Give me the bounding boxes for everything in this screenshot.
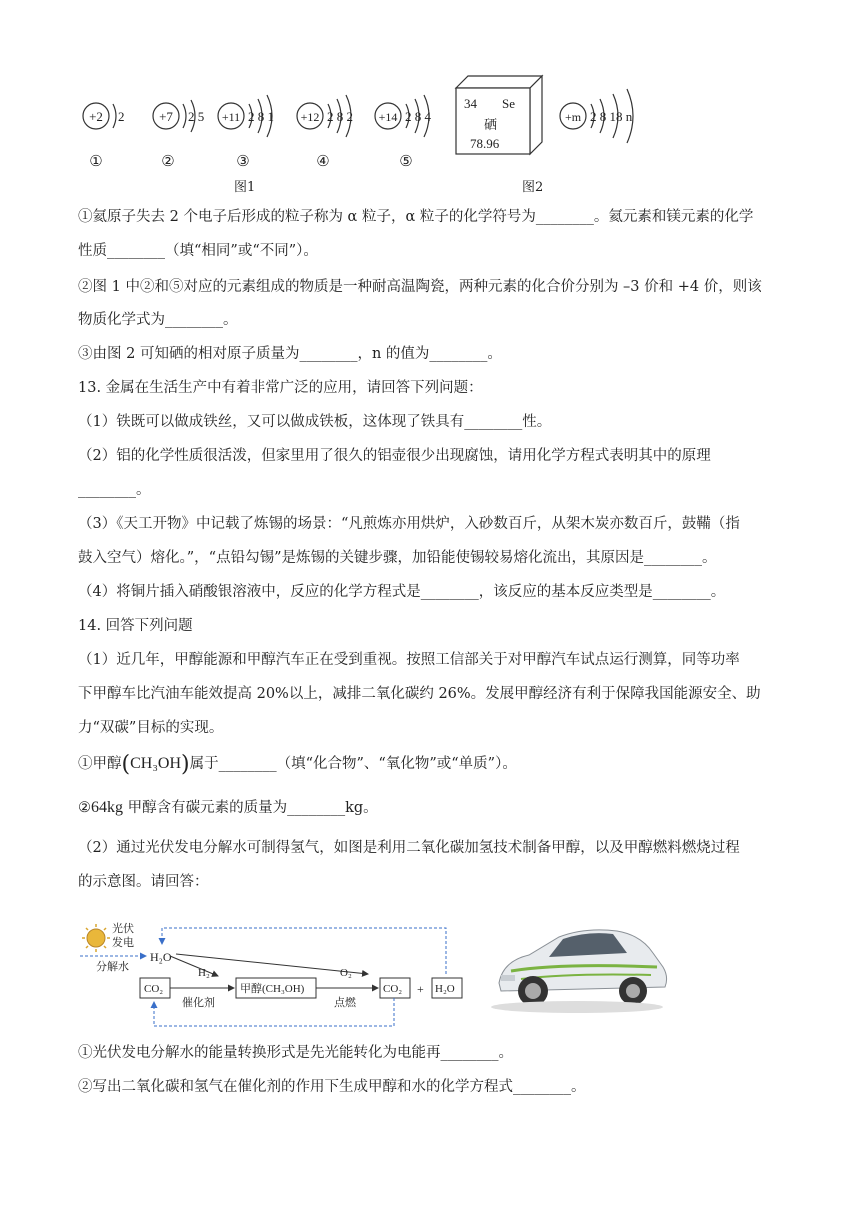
methanol-formula: CH₃OH xyxy=(130,755,182,772)
co2-left-box: CO₂ xyxy=(144,983,164,995)
q14-part-1-cont: 下甲醇车比汽油车能效提高 20%以上，减排二氧化碳约 26%。发展甲醇经济有利于保障我国能源安全、助 xyxy=(78,686,761,702)
figure-2-caption: 图2 xyxy=(522,180,544,195)
figure-2-selenium xyxy=(450,74,660,156)
methanol-process-diagram xyxy=(78,914,468,1032)
q14-1b xyxy=(78,798,378,818)
ignite-label: 点燃 xyxy=(334,997,356,1009)
q14-part-2: （2）通过光伏发电分解水可制得氢气，如图是利用二氧化碳加氢技术制备甲醇，以及甲醇燃料燃烧过程 xyxy=(78,840,740,856)
question-14-heading: 14. 回答下列问题 xyxy=(78,618,193,634)
catalyst-label: 催化剂 xyxy=(182,997,215,1009)
atom-4-core: +12 xyxy=(300,110,320,124)
question-13-heading: 13. 金属在生活生产中有着非常广泛的应用，请回答下列问题： xyxy=(78,380,483,396)
q13-part-4: （4）将铜片插入硝酸银溶液中，反应的化学方程式是________，该反应的基本反应类型是________。 xyxy=(78,584,726,600)
ion-shells: 2 8 18 n xyxy=(590,109,633,124)
methanol-box: 甲醇(CH₃OH) xyxy=(240,983,305,995)
atom-2-core: +7 xyxy=(159,109,173,124)
q14-2b: ②写出二氧化碳和氢气在催化剂的作用下生成甲醇和水的化学方程式________。 xyxy=(78,1079,586,1095)
selenium-name: 硒 xyxy=(484,117,498,132)
sun-label-2: 发电 xyxy=(112,937,134,949)
figure-1-atom-diagrams xyxy=(78,88,448,168)
h2o-right-box: H₂O xyxy=(435,983,455,995)
sun-icon xyxy=(82,924,110,952)
text-line-4: 物质化学式为________。 xyxy=(78,312,238,328)
text-line-5: ③由图 2 可知硒的相对原子质量为________，n 的值为________。 xyxy=(78,346,502,362)
h2-label: H₂ xyxy=(198,967,210,979)
plus-sign: + xyxy=(417,982,424,996)
split-water-label: 分解水 xyxy=(96,961,129,973)
atom-5-label: ⑤ xyxy=(399,154,413,168)
o2-label: O₂ xyxy=(340,967,352,979)
selenium-mass: 78.96 xyxy=(470,136,500,151)
q14-part-1: （1）近几年，甲醇能源和甲醇汽车正在受到重视。按照工信部关于对甲醇汽车试点运行测算，同等功率 xyxy=(78,652,740,668)
q13-part-3-cont: 鼓入空气）熔化。”，“点铅勾锡”是炼锡的关键步骤，加铅能使锡较易熔化流出，其原因是________。 xyxy=(78,550,717,566)
q13-part-2-cont: ________。 xyxy=(78,482,151,498)
atom-3-core: +11 xyxy=(221,110,241,124)
atom-2-label: ② xyxy=(161,154,175,168)
atom-3-label: ③ xyxy=(236,154,250,168)
q14-1b-post: 甲醇含有碳元素的质量为________kg。 xyxy=(123,800,378,816)
atom-1-core: +2 xyxy=(89,109,103,124)
ion-core: +m xyxy=(564,110,582,124)
sun-label-1: 光伏 xyxy=(112,923,134,935)
atom-5-core: +14 xyxy=(378,110,398,124)
atom-1-label: ① xyxy=(89,154,103,168)
selenium-symbol: Se xyxy=(502,96,515,111)
atom-2-shells: 2 5 xyxy=(188,109,205,124)
atom-1-shells: 2 xyxy=(118,109,125,124)
q13-part-3: （3）《天工开物》中记载了炼锡的场景：“凡煎炼亦用烘炉，入砂数百斤，从架木炭亦数百斤，鼓鞴（指 xyxy=(78,516,740,532)
selenium-number: 34 xyxy=(464,96,477,111)
q14-part-1-cont2: 力“双碳”目标的实现。 xyxy=(78,720,224,736)
h2o-top: H₂O xyxy=(150,950,172,964)
q14-1a: ①甲醇(CH₃OH)属于________（填“化合物”、“氧化物”或“单质”）。 xyxy=(78,752,517,777)
q13-part-2: （2）铝的化学性质很活泼，但家里用了很久的铝壶很少出现腐蚀，请用化学方程式表明其中的原理 xyxy=(78,448,711,464)
q14-1a-post: 属于________（填“化合物”、“氧化物”或“单质”）。 xyxy=(189,756,517,772)
atom-4-label: ④ xyxy=(316,154,330,168)
co2-right-box: CO₂ xyxy=(383,983,403,995)
atom-3-shells: 2 8 1 xyxy=(248,109,274,124)
text-line-2: 性质________（填“相同”或“不同”）。 xyxy=(78,243,318,259)
text-line-1: ①氦原子失去 2 个电子后形成的粒子称为 α 粒子，α 粒子的化学符号为________。氦元素和镁元素的化学 xyxy=(78,209,754,225)
methanol-car-image xyxy=(481,905,674,1027)
atom-4-shells: 2 8 2 xyxy=(327,109,353,124)
atom-5-shells: 2 8 4 xyxy=(405,109,431,124)
figure-1-caption: 图1 xyxy=(234,180,256,195)
mass-quantity: 64kg xyxy=(91,799,123,816)
q14-1a-pre: ①甲醇 xyxy=(78,756,122,772)
q13-part-1: （1）铁既可以做成铁丝，又可以做成铁板，这体现了铁具有________性。 xyxy=(78,414,552,430)
q14-part-2-cont: 的示意图。请回答： xyxy=(78,874,209,890)
q14-2a: ①光伏发电分解水的能量转换形式是先光能转化为电能再________。 xyxy=(78,1045,513,1061)
q14-1b-pre: ② xyxy=(78,800,91,816)
text-line-3: ②图 1 中②和⑤对应的元素组成的物质是一种耐高温陶瓷，两种元素的化合价分别为 –3 价和 +4 价，则该 xyxy=(78,279,762,295)
